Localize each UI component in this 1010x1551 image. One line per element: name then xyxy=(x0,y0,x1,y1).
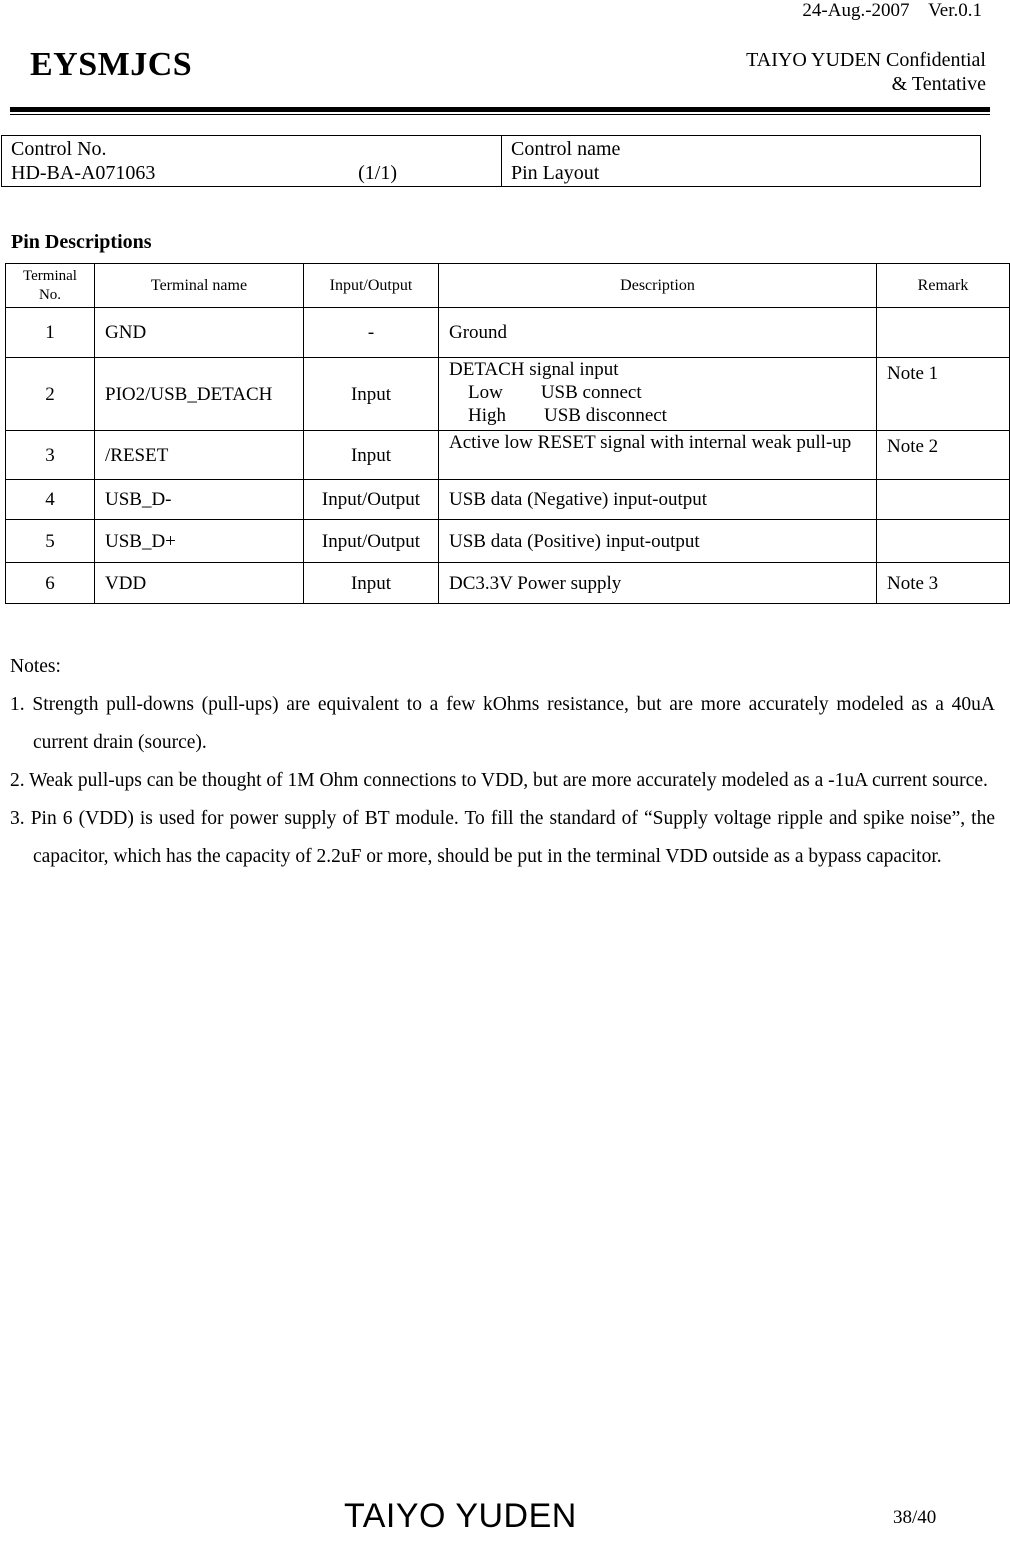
control-name-label: Control name xyxy=(511,138,621,160)
control-number-row xyxy=(11,161,493,185)
cell-terminal-name: GND xyxy=(95,308,304,358)
cell-terminal-no: 6 xyxy=(6,563,95,604)
cell-terminal-name: USB_D+ xyxy=(95,520,304,563)
cell-description: Active low RESET signal with internal weak pull-up xyxy=(439,431,877,480)
control-number-cell xyxy=(2,136,502,187)
table-row xyxy=(6,358,1010,431)
confidential-line-2: & Tentative xyxy=(891,73,986,95)
cell-input-output: Input xyxy=(304,431,439,480)
footer-brand: TAIYO YUDEN xyxy=(344,1497,577,1535)
date-version: 24-Aug.-2007 Ver.0.1 xyxy=(802,0,982,21)
cell-terminal-name: PIO2/USB_DETACH xyxy=(95,358,304,431)
cell-remark: Note 3 xyxy=(877,563,1010,604)
cell-terminal-name: VDD xyxy=(95,563,304,604)
control-name-value: Pin Layout xyxy=(511,162,600,184)
cell-terminal-no: 4 xyxy=(6,480,95,520)
header-remark: Remark xyxy=(877,264,1010,308)
cell-remark: Note 2 xyxy=(877,431,1010,480)
cell-terminal-no: 2 xyxy=(6,358,95,431)
cell-description: USB data (Negative) input-output xyxy=(439,480,877,520)
control-number-label: Control No. xyxy=(11,138,107,160)
description-line: DETACH signal input xyxy=(449,359,619,380)
header-terminal-no-line2: No. xyxy=(38,286,62,303)
cell-terminal-no: 5 xyxy=(6,520,95,563)
cell-terminal-no: 1 xyxy=(6,308,95,358)
note-item-2: 2. Weak pull-ups can be thought of 1M Ohm connections to VDD, but are more accurately modeled as a -1uA current source. xyxy=(10,770,988,791)
description-sub-high: High USB disconnect xyxy=(449,405,667,426)
table-row xyxy=(6,308,1010,358)
cell-remark xyxy=(877,308,1010,358)
control-name-cell xyxy=(502,136,981,187)
cell-input-output: - xyxy=(304,308,439,358)
header-input-output: Input/Output xyxy=(304,264,439,308)
cell-terminal-name: /RESET xyxy=(95,431,304,480)
confidential-line-1: TAIYO YUDEN Confidential xyxy=(746,49,986,71)
cell-description xyxy=(439,358,877,431)
cell-remark xyxy=(877,520,1010,563)
cell-description: Ground xyxy=(439,308,877,358)
table-row xyxy=(6,480,1010,520)
header-description: Description xyxy=(439,264,877,308)
cell-remark xyxy=(877,480,1010,520)
model-name: EYSMJCS xyxy=(30,46,193,83)
table-row xyxy=(6,563,1010,604)
notes-label: Notes: xyxy=(10,656,61,677)
pin-description-table xyxy=(5,263,1010,604)
confidentiality-notice xyxy=(746,48,986,96)
footer-page-number: 38/40 xyxy=(893,1507,937,1528)
cell-description: DC3.3V Power supply xyxy=(439,563,877,604)
control-page-fraction: (1/1) xyxy=(358,162,397,184)
header-rule-thick xyxy=(10,107,990,112)
table-row xyxy=(6,431,1010,480)
header-terminal-no xyxy=(6,264,95,308)
header-terminal-no-line1: Terminal xyxy=(23,267,77,284)
cell-input-output: Input/Output xyxy=(304,480,439,520)
cell-remark: Note 1 xyxy=(877,358,1010,431)
header-terminal-name: Terminal name xyxy=(95,264,304,308)
notes-section xyxy=(10,648,995,876)
table-row xyxy=(6,520,1010,563)
table-header-row xyxy=(6,264,1010,308)
cell-terminal-no: 3 xyxy=(6,431,95,480)
cell-input-output: Input xyxy=(304,563,439,604)
note-item-1: 1. Strength pull-downs (pull-ups) are equivalent to a few kOhms resistance, but are more accurately modeled as a 40uA current drain (source). xyxy=(10,694,995,753)
header-rule-thin xyxy=(10,114,990,115)
cell-input-output: Input/Output xyxy=(304,520,439,563)
note-item-3: 3. Pin 6 (VDD) is used for power supply of BT module. To fill the standard of “Supply voltage ripple and spike noise”, the capacitor, which has the capacity of 2.2uF or more, should be put in the terminal VDD outside as a bypass capacitor. xyxy=(10,808,995,867)
cell-description: USB data (Positive) input-output xyxy=(439,520,877,563)
section-title: Pin Descriptions xyxy=(11,231,152,253)
cell-terminal-name: USB_D- xyxy=(95,480,304,520)
control-info-table xyxy=(1,135,981,187)
control-number-value: HD-BA-A071063 xyxy=(11,162,156,184)
cell-input-output: Input xyxy=(304,358,439,431)
description-sub-low: Low USB connect xyxy=(449,382,642,403)
